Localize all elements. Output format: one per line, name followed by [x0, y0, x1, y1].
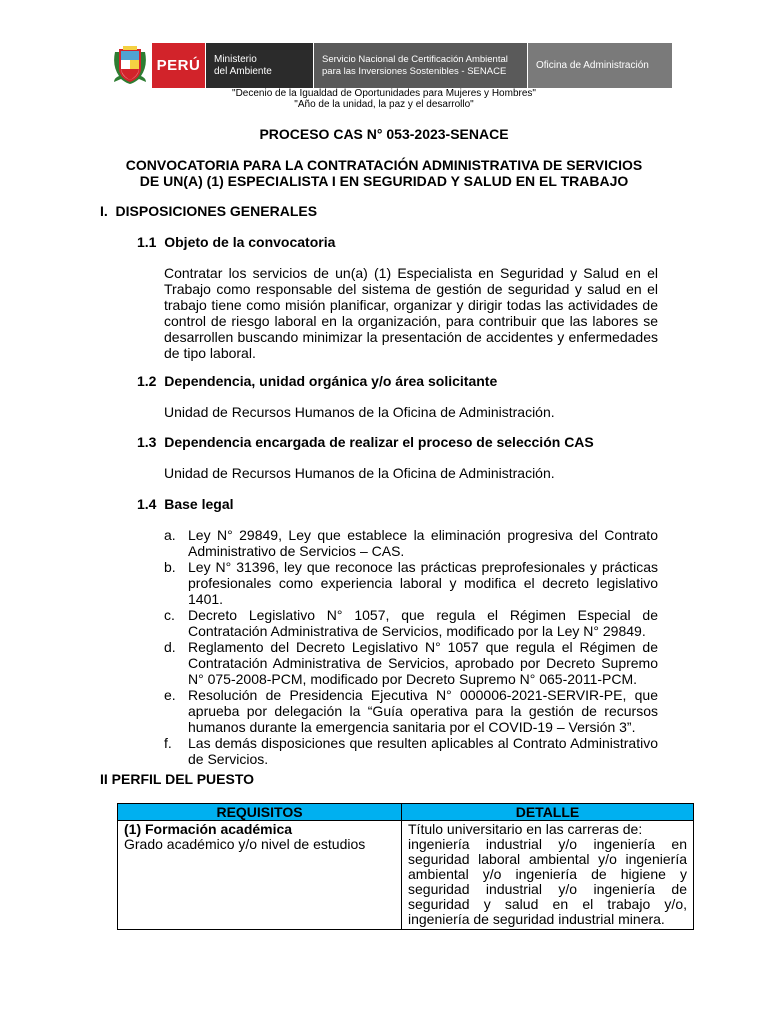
subsection-1-3-text: Unidad de Recursos Humanos de la Oficina de Administración.: [164, 465, 555, 481]
table-cell-detail: [402, 821, 694, 930]
list-item-label: c.: [164, 607, 175, 623]
requirement-title: (1) Formación académica: [124, 821, 293, 837]
list-item-text: Reglamento del Decreto Legislativo N° 1057 que regula el Régimen de Contratación Administrativa de Servicios, aprobado por Decreto Supremo N° 075-2008-PCM, modificado por Decreto Supremo N° 065-2011-PCM.: [188, 639, 658, 687]
list-item: [164, 527, 658, 559]
subsection-1-2-title: 1.2 Dependencia, unidad orgánica y/o área solicitante: [137, 373, 498, 389]
motto-decade: "Decenio de la Igualdad de Oportunidades para Mujeres y Hombres": [232, 88, 536, 99]
process-title: PROCESO CAS N° 053-2023-SENACE: [259, 126, 509, 142]
mottos: [0, 88, 768, 110]
table-header-row: [118, 804, 694, 821]
table-cell-requirement: [118, 821, 402, 930]
section-heading-profile: II PERFIL DEL PUESTO: [100, 771, 255, 787]
detail-text: ingeniería industrial y/o ingeniería en seguridad laboral ambiental y/o ingeniería ambiental y/o ingeniería de higiene y seguridad industrial y/o ingeniería de seguridad y salud en el trabajo y/o, ingeniería de seguridad industrial minera.: [408, 836, 687, 927]
list-item: [164, 559, 658, 607]
subsection-1-4-title: 1.4 Base legal: [137, 496, 234, 512]
coat-of-arms-icon: [107, 43, 152, 88]
requirement-subtitle: Grado académico y/o nivel de estudios: [124, 836, 366, 852]
peru-logo: PERÚ: [152, 43, 205, 88]
list-item-text: Decreto Legislativo N° 1057, que regula el Régimen Especial de Contratación Administrativa de Servicios, modificado por la Ley N° 29849.: [188, 607, 658, 639]
ministry-line2: del Ambiente: [214, 65, 272, 77]
motto-year: "Año de la unidad, la paz y el desarrollo": [294, 99, 474, 110]
subsection-1-1-text: Contratar los servicios de un(a) (1) Especialista en Seguridad y Salud en el Trabajo como responsable del sistema de gestión de seguridad y salud en el trabajo tiene como misión planificar, organizar y dirigir todas las actividades de control de riesgo laboral en la organización, para contribuir que las labores se desarrollen buscando minimizar la presentación de accidentes y enfermedades de tipo laboral.: [164, 265, 658, 361]
subsection-1-3-title: 1.3 Dependencia encargada de realizar el proceso de selección CAS: [137, 434, 594, 450]
column-header-detalle: DETALLE: [402, 804, 694, 821]
list-item: [164, 735, 658, 767]
subsection-1-1-title: 1.1 Objeto de la convocatoria: [137, 234, 336, 250]
institution-header: [107, 43, 672, 88]
list-item-text: Resolución de Presidencia Ejecutiva N° 000006-2021-SERVIR-PE, que aprueba por delegación la “Guía operativa para la gestión de recursos humanos durante la emergencia sanitaria por el COVID-19 – Versión 3”.: [188, 687, 658, 735]
profile-table: [117, 803, 694, 930]
list-item-label: a.: [164, 527, 176, 543]
detail-first-line: Título universitario en las carreras de:: [408, 821, 643, 837]
ministry-label: [205, 43, 313, 88]
convocatoria-title: [110, 157, 658, 189]
convocatoria-title-line2: DE UN(A) (1) ESPECIALISTA I EN SEGURIDAD Y SALUD EN EL TRABAJO: [139, 173, 629, 189]
convocatoria-title-line1: CONVOCATORIA PARA LA CONTRATACIÓN ADMINISTRATIVA DE SERVICIOS: [125, 157, 643, 173]
list-item: [164, 607, 658, 639]
subsection-1-2-text: Unidad de Recursos Humanos de la Oficina de Administración.: [164, 404, 555, 420]
list-item-text: Ley N° 29849, Ley que establece la eliminación progresiva del Contrato Administrativo de Servicios – CAS.: [188, 527, 658, 559]
section-heading-general: I. DISPOSICIONES GENERALES: [100, 203, 318, 219]
list-item-label: d.: [164, 639, 176, 655]
column-header-requisitos: REQUISITOS: [118, 804, 402, 821]
legal-basis-list: [164, 527, 658, 767]
list-item: [164, 687, 658, 735]
senace-line1: Servicio Nacional de Certificación Ambiental: [322, 53, 508, 65]
list-item-label: b.: [164, 559, 176, 575]
ministry-line1: Ministerio: [214, 53, 257, 65]
list-item-text: Ley N° 31396, ley que reconoce las prácticas preprofesionales y prácticas profesionales como experiencia laboral y modifica el decreto legislativo 1401.: [188, 559, 658, 607]
senace-line2: para las Inversiones Sostenibles - SENACE: [322, 65, 507, 77]
list-item-text: Las demás disposiciones que resulten aplicables al Contrato Administrativo de Servicios.: [188, 735, 658, 767]
table-row: [118, 821, 694, 930]
list-item-label: f.: [164, 735, 172, 751]
list-item-label: e.: [164, 687, 176, 703]
list-item: [164, 639, 658, 687]
senace-label: [313, 43, 527, 88]
office-label: Oficina de Administración: [527, 43, 672, 88]
